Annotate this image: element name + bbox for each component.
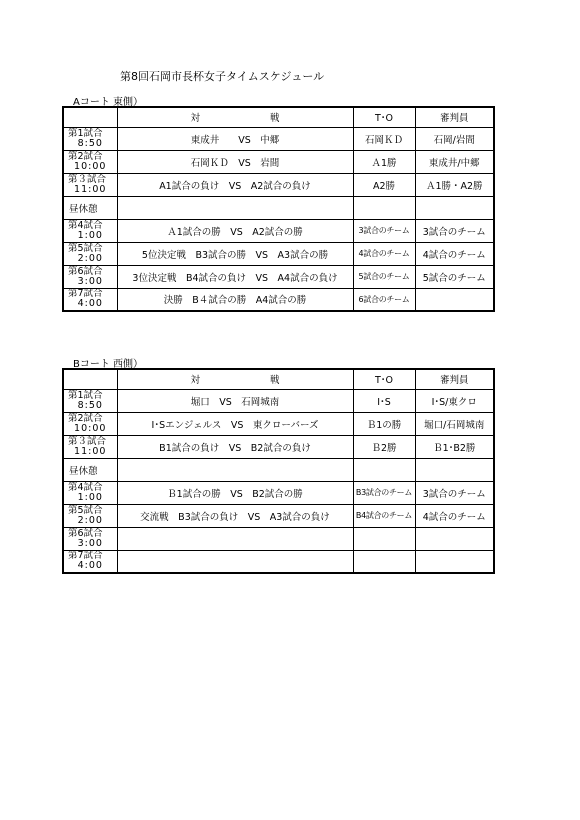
referee-cell: 4試合のチーム <box>415 504 494 527</box>
court-a-label: Aコート 東側） <box>73 97 144 108</box>
referee-cell <box>415 196 494 219</box>
game-time: 3:00 <box>77 537 103 549</box>
referee-cell: 3試合のチーム <box>415 219 494 242</box>
court-b-label: Bコート 西側） <box>73 359 144 370</box>
match-cell: 東成井 VS 中郷 <box>117 127 353 150</box>
table-row <box>63 412 494 435</box>
game-time: 1:00 <box>77 229 103 241</box>
game-slot-cell <box>63 265 117 288</box>
table-row <box>63 389 494 412</box>
header-to-cell: T･O <box>353 369 415 389</box>
timeout-officials-cell <box>353 527 415 550</box>
match-cell: 5位決定戦 B3試合の勝 VS A3試合の勝 <box>117 242 353 265</box>
timeout-officials-cell: A2勝 <box>353 173 415 196</box>
timeout-officials-cell: Ａ1勝 <box>353 150 415 173</box>
timeout-officials-cell: B3試合のチーム <box>353 481 415 504</box>
game-slot-cell <box>63 219 117 242</box>
header-match-label-b: 戦 <box>270 375 280 387</box>
game-slot-cell <box>63 150 117 173</box>
referee-cell: 東成井/中郷 <box>415 150 494 173</box>
game-slot-cell <box>63 550 117 573</box>
referee-cell: 5試合のチーム <box>415 265 494 288</box>
game-number: 第6試合 <box>68 527 103 539</box>
court-b-schedule-table <box>62 368 495 574</box>
header-match-cell <box>117 369 353 389</box>
referee-cell <box>415 458 494 481</box>
timeout-officials-cell <box>353 550 415 573</box>
game-number: 第5試合 <box>68 242 103 254</box>
timeout-officials-cell: Ｂ2勝 <box>353 435 415 458</box>
match-cell: 決勝 B４試合の勝 A4試合の勝 <box>117 288 353 311</box>
header-match-label-a: 対 <box>190 113 200 125</box>
table-row <box>63 288 494 311</box>
game-slot-cell <box>63 389 117 412</box>
referee-cell <box>415 550 494 573</box>
game-number: 第2試合 <box>68 150 103 162</box>
game-number: 第３試合 <box>68 435 107 447</box>
table-row <box>63 196 494 219</box>
game-time: 4:00 <box>77 560 103 572</box>
referee-cell <box>415 288 494 311</box>
timeout-officials-cell: Ｂ1の勝 <box>353 412 415 435</box>
match-cell: 交流戦 B3試合の負け VS A3試合の負け <box>117 504 353 527</box>
match-cell: 3位決定戦 B4試合の負け VS A4試合の負け <box>117 265 353 288</box>
match-cell: 石岡ＫＤ VS 岩間 <box>117 150 353 173</box>
header-referee-cell: 審判員 <box>415 369 494 389</box>
timeout-officials-cell: 3試合のチーム <box>353 219 415 242</box>
header-to-cell: T･O <box>353 107 415 127</box>
header-row <box>63 107 494 127</box>
referee-cell <box>415 527 494 550</box>
game-time: 10:00 <box>74 160 107 172</box>
match-cell: Ｂ1試合の勝 VS B2試合の勝 <box>117 481 353 504</box>
game-number: 第1試合 <box>68 389 103 401</box>
game-time: 10:00 <box>74 422 107 434</box>
header-match-cell <box>117 107 353 127</box>
header-match-label-b: 戦 <box>270 113 280 125</box>
game-number: 第6試合 <box>68 265 103 277</box>
match-cell: Ａ1試合の勝 VS A2試合の勝 <box>117 219 353 242</box>
court-a-table-body <box>63 107 494 311</box>
match-cell <box>117 550 353 573</box>
game-time: 1:00 <box>77 491 103 503</box>
game-number: 第7試合 <box>68 550 103 562</box>
timeout-officials-cell: I･S <box>353 389 415 412</box>
game-time: 11:00 <box>74 183 107 195</box>
match-cell <box>117 196 353 219</box>
game-time: 8:50 <box>77 137 103 149</box>
lunch-break-cell: 昼休憩 <box>63 196 117 219</box>
game-slot-cell <box>63 435 117 458</box>
timeout-officials-cell: 5試合のチーム <box>353 265 415 288</box>
referee-cell: 堀口/石岡城南 <box>415 412 494 435</box>
table-row <box>63 150 494 173</box>
game-slot-cell <box>63 173 117 196</box>
match-cell <box>117 527 353 550</box>
game-number: 第2試合 <box>68 412 103 424</box>
table-row <box>63 550 494 573</box>
referee-cell: 4試合のチーム <box>415 242 494 265</box>
game-slot-cell <box>63 242 117 265</box>
court-a-schedule-table <box>62 106 495 312</box>
game-number: 第5試合 <box>68 504 103 516</box>
match-cell: 堀口 VS 石岡城南 <box>117 389 353 412</box>
header-referee-cell: 審判員 <box>415 107 494 127</box>
header-blank-cell <box>63 369 117 389</box>
game-slot-cell <box>63 504 117 527</box>
header-match-label-a: 対 <box>190 375 200 387</box>
game-time: 2:00 <box>77 514 103 526</box>
referee-cell: Ａ1勝・A2勝 <box>415 173 494 196</box>
timeout-officials-cell: 6試合のチーム <box>353 288 415 311</box>
match-cell: A1試合の負け VS A2試合の負け <box>117 173 353 196</box>
game-time: 4:00 <box>77 298 103 310</box>
table-row <box>63 481 494 504</box>
table-row <box>63 242 494 265</box>
game-time: 2:00 <box>77 252 103 264</box>
game-slot-cell <box>63 412 117 435</box>
header-row <box>63 369 494 389</box>
court-b-table-body <box>63 369 494 573</box>
table-row <box>63 127 494 150</box>
game-slot-cell <box>63 127 117 150</box>
game-number: 第4試合 <box>68 481 103 493</box>
page-title: 第8回石岡市長杯女子タイムスケジュール <box>120 70 325 83</box>
timeout-officials-cell: B4試合のチーム <box>353 504 415 527</box>
table-row <box>63 219 494 242</box>
table-row <box>63 504 494 527</box>
game-slot-cell <box>63 481 117 504</box>
game-number: 第7試合 <box>68 288 103 300</box>
table-row <box>63 173 494 196</box>
timeout-officials-cell: 石岡ＫＤ <box>353 127 415 150</box>
table-row <box>63 265 494 288</box>
game-number: 第4試合 <box>68 219 103 231</box>
referee-cell: I･S/東クロ <box>415 389 494 412</box>
table-row <box>63 435 494 458</box>
game-slot-cell <box>63 288 117 311</box>
referee-cell: 3試合のチーム <box>415 481 494 504</box>
timeout-officials-cell <box>353 196 415 219</box>
timeout-officials-cell <box>353 458 415 481</box>
table-row <box>63 458 494 481</box>
match-cell <box>117 458 353 481</box>
game-time: 3:00 <box>77 275 103 287</box>
table-row <box>63 527 494 550</box>
referee-cell: Ｂ1･B2勝 <box>415 435 494 458</box>
game-number: 第1試合 <box>68 127 103 139</box>
game-number: 第３試合 <box>68 173 107 185</box>
match-cell: B1試合の負け VS B2試合の負け <box>117 435 353 458</box>
header-blank-cell <box>63 107 117 127</box>
referee-cell: 石岡/岩間 <box>415 127 494 150</box>
game-slot-cell <box>63 527 117 550</box>
game-time: 8:50 <box>77 399 103 411</box>
game-time: 11:00 <box>74 445 107 457</box>
match-cell: I･Sエンジェルス VS 東クローバーズ <box>117 412 353 435</box>
lunch-break-cell: 昼休憩 <box>63 458 117 481</box>
timeout-officials-cell: 4試合のチーム <box>353 242 415 265</box>
